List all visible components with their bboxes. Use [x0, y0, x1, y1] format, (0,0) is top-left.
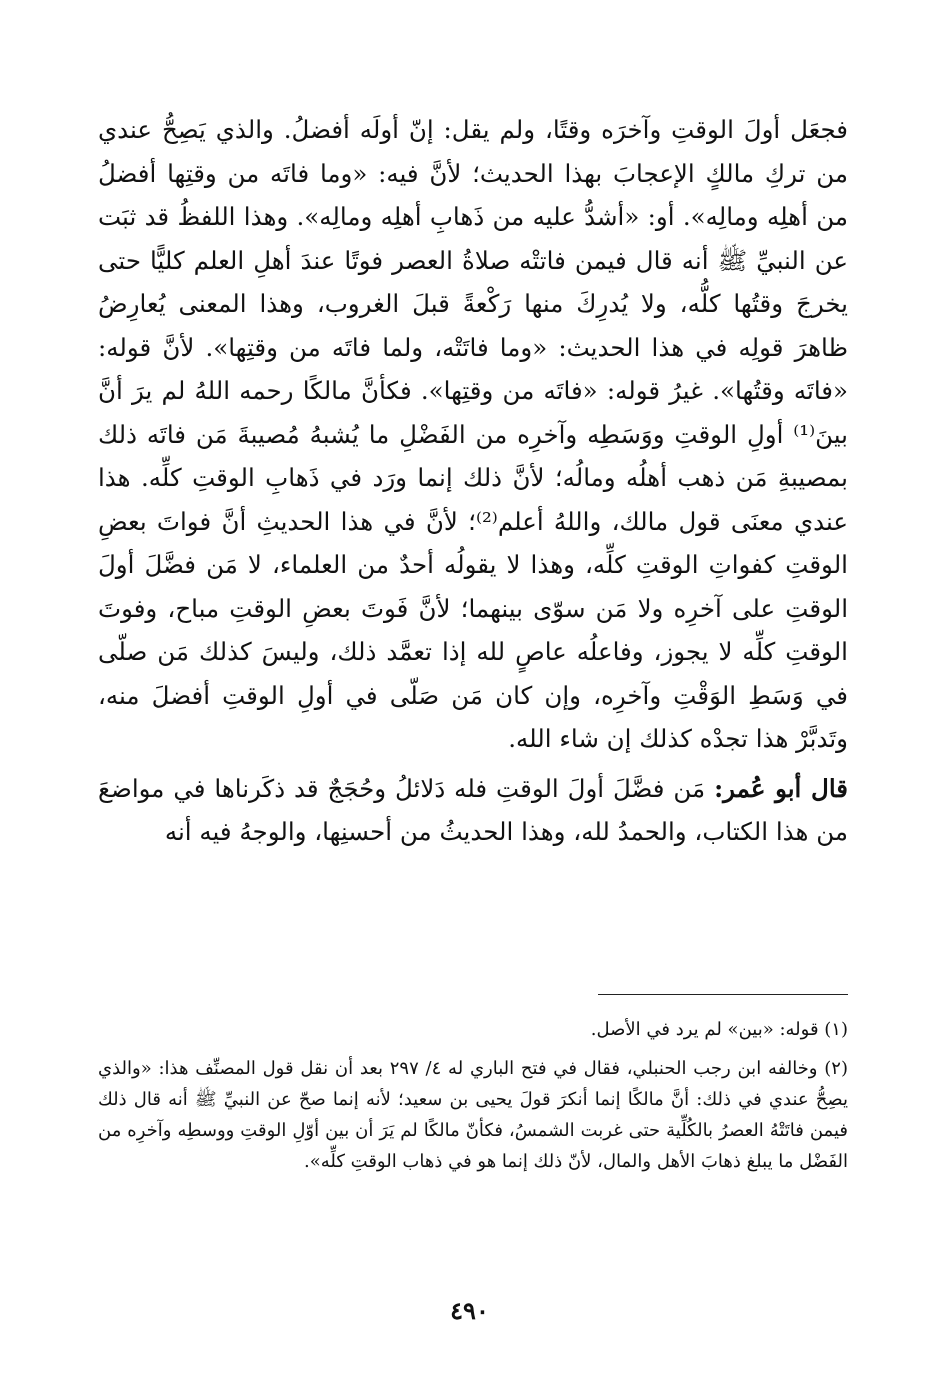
footnote-1: (١) قوله: «بين» لم يرد في الأصل.: [590, 1019, 848, 1040]
paragraph: فجعَل أولَ الوقتِ وآخرَه وقتًا، ولم يقل: إنّ أولَه أفضلُ. والذي يَصِحُّ عندي من تركِ مالكٍ الإعجابَ بهذا الحديث؛ لأنَّ فيه: «وما فاتَه من وقتِها أفضلُ من أهلِه ومالِه». أو: «أشدُّ عليه من ذَهابِ أهلِه ومالِه». وهذا اللفظُ قد ثبَت عن النبيِّ ﷺ أنه قال فيمن فاتتْه صلاةُ العصر فوتًا عندَ أهلِ العلم كليًّا حتى يخرجَ وقتُها كلُّه، ولا يُدرِكَ منها رَكْعةً قبلَ الغروب، وهذا المعنى يُعارِضُ ظاهرَ قولِه في هذا الحديث: «وما فاتَتْه، ولما فاتَه من وقتِها». لأنَّ قوله: «فاتَه وقتُها». غيرُ قوله: «فاتَه من وقتِها». فكأنَّ مالكًا رحمه اللهُ لم يرَ أنَّ بينَ⁽¹⁾ أولِ الوقتِ ووَسَطِه وآخرِه من الفَضْلِ ما يُشبهُ مُصيبةَ مَن فاتَه ذلك بمصيبةِ مَن ذهب أهلُه ومالُه؛ لأنَّ ذلك إنما ورَد في ذَهابِ الوقتِ كلِّه. هذا عندي معنَى قول مالك، واللهُ أعلم⁽²⁾؛ لأنَّ في هذا الحديثِ أنَّ فواتَ بعضِ الوقتِ كفواتِ الوقتِ كلِّه، وهذا لا يقولُه أحدٌ من العلماء، لا مَن فضَّلَ أولَ الوقتِ على آخرِه ولا مَن سوّى بينهما؛ لأنَّ فَوتَ بعضِ الوقتِ مباح، وفوتَ الوقتِ كلِّه لا يجوز، وفاعلُه عاصٍ لله إذا تعمَّد ذلك، وليسَ كذلك مَن صلّى في وَسَطِ الوَقْتِ وآخرِه، وإن كان مَن صَلّى في أولِ الوقتِ أفضلَ منه، وتَدبَّرْ هذا تجدْه كذلك إن شاء الله.: [98, 115, 848, 753]
footnotes: [98, 1014, 848, 1177]
footnote-2: (٢) وخالفه ابن رجب الحنبلي، فقال في فتح الباري له ٤/ ٢٩٧ بعد أن نقل قول المصنِّف هذا: «والذي يصِحُّ عندي في ذلك: أنَّ مالكًا إنما أنكرَ قولَ يحيى بن سعيد؛ لأنه إنما صحّ عن النبيِّ ﷺ أنه قال ذلك فيمن فاتَتْهُ العصرُ بالكُلِّية حتى غربت الشمسُ، فكأنّ مالكًا لم يَرَ أن بين أوّلِ الوقتِ ووسطِه وآخرِه من الفَضْل ما يبلغ ذهابَ الأهل والمال، لأنّ ذلك إنما هو في ذهاب الوقتِ كلِّه».: [98, 1058, 848, 1172]
speaker-label: قال أبو عُمر:: [714, 773, 848, 803]
paragraph: [98, 767, 848, 854]
page-number: ٤٩٠: [450, 1296, 489, 1325]
main-text: [98, 108, 848, 854]
footnote-divider: [598, 994, 848, 995]
paragraph-text: مَن فضَّلَ أولَ الوقتِ فله دَلائلُ وحُجَجٌ قد ذكَرناها في مواضعَ من هذا الكتاب، والحمدُ لله، وهذا الحديثُ من أحسنِها، والوجهُ فيه أنه: [98, 773, 848, 846]
